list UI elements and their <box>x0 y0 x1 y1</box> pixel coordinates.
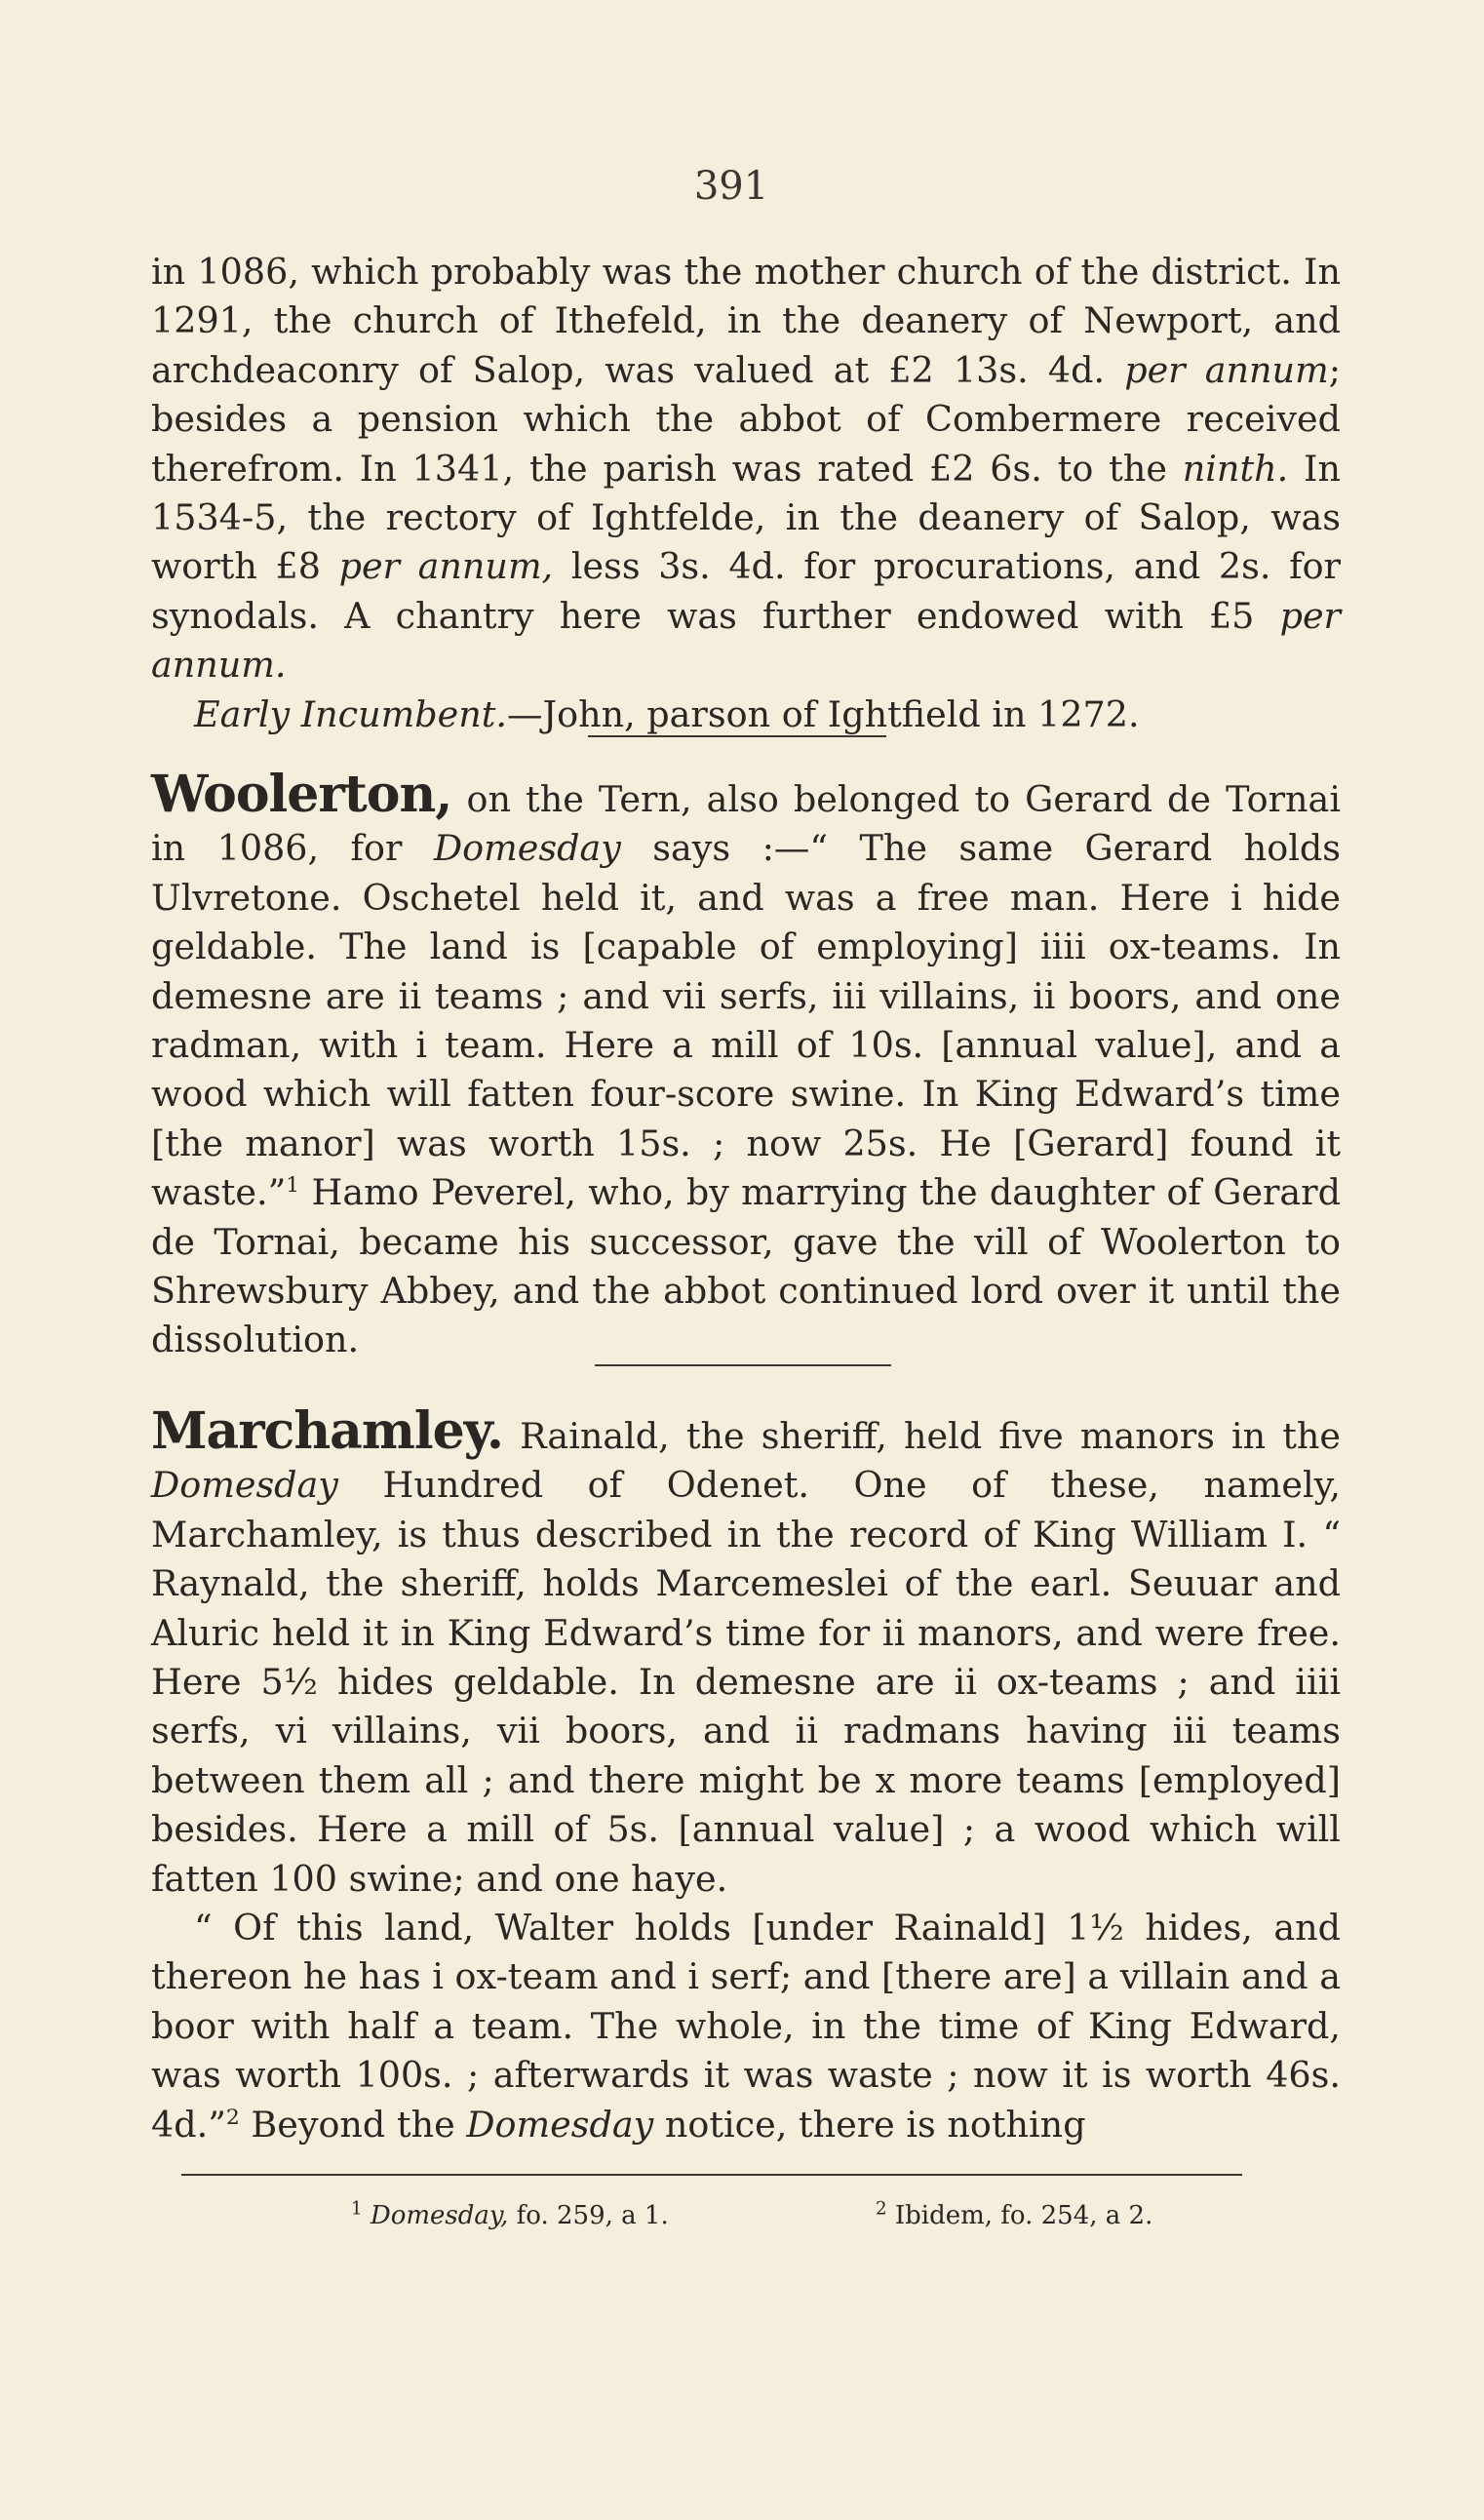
section-heading-marchamley: Marchamley. <box>151 1401 504 1461</box>
footnote: $^2$ Ibidem, fo. 254, a 2. <box>876 2198 1153 2230</box>
paragraph: in 1086, which probably was the mother church of the district. In 1291, the church of Ithefeld, in the deanery of Newport, and archdeaconry of Salop, was valued at £2 13s. 4d. per annum; besides a pension which the abbot of Combermere received therefrom. In 1341, the parish was rated £2 6s. to the ninth. In 1534-5, the rectory of Ightfelde, in the deanery of Salop, was worth £8 per annum, less 3s. 4d. for procurations, and 2s. for synodals. A chantry here was further endowed with £5 per annum. <box>151 251 1341 687</box>
footnote-ref: 2 <box>225 2105 240 2130</box>
section-divider <box>588 735 886 737</box>
footnote-divider <box>181 2174 1242 2176</box>
marchamley-section <box>151 1401 1341 2149</box>
ightfield-section <box>151 248 1341 739</box>
paragraph: “ Of this land, Walter holds [under Rainald] 1½ hides, and thereon he has i ox-team and i serf; and [there are] a villain and a boor with half a team. The whole, in the time of King Edward, was worth 100s. ; afterwards it was waste ; now it is worth 46s. 4d.”$^2$ Beyond the Domesday notice, there is nothing <box>151 1907 1341 2146</box>
paragraph: Woolerton, on the Tern, also belonged to Gerard de Tornai in 1086, for Domesday says :—“ The same Gerard holds Ulvretone. Oschetel held it, and was a free man. Here i hide geldable. The land is [capable of employing] iiii ox-teams. In demesne are ii teams ; and vii serfs, iii villains, ii boors, and one radman, with i team. Here a mill of 10s. [annual value], and a wood which will fatten four-score swine. In King Edward’s time [the manor] was worth 15s. ; now 25s. He [Gerard] found it waste.”$^1$ Hamo Peverel, who, by marrying the daughter of Gerard de Tornai, became his successor, gave the vill of Woolerton to Shrewsbury Abbey, and the abbot continued lord over it until the dissolution. <box>151 765 1341 1361</box>
page-number: 391 <box>693 164 769 209</box>
footnote-ref: 1 <box>286 1173 300 1199</box>
section-heading-woolerton: Woolerton, <box>151 765 452 824</box>
paragraph: Marchamley. Rainald, the sheriff, held five manors in the Domesday Hundred of Odenet. One of these, namely, Marchamley, is thus described in the record of King William I. “ Raynald, the sheriff, holds Marcemeslei of the earl. Seuuar and Aluric held it in King Edward’s time for ii manors, and were free. Here 5½ hides geldable. In demesne are ii ox-teams ; and iiii serfs, vi villains, vii boors, and ii radmans having iii teams between them all ; and there might be x more teams [employed] besides. Here a mill of 5s. [annual value] ; a wood which will fatten 100 swine; and one haye. <box>151 1401 1341 1900</box>
paragraph: Early Incumbent.—John, parson of Ightfield in 1272. <box>194 692 1140 735</box>
footnote: $^1$ Domesday, fo. 259, a 1. <box>351 2198 669 2230</box>
woolerton-section <box>151 765 1341 1365</box>
section-divider <box>595 1364 891 1366</box>
